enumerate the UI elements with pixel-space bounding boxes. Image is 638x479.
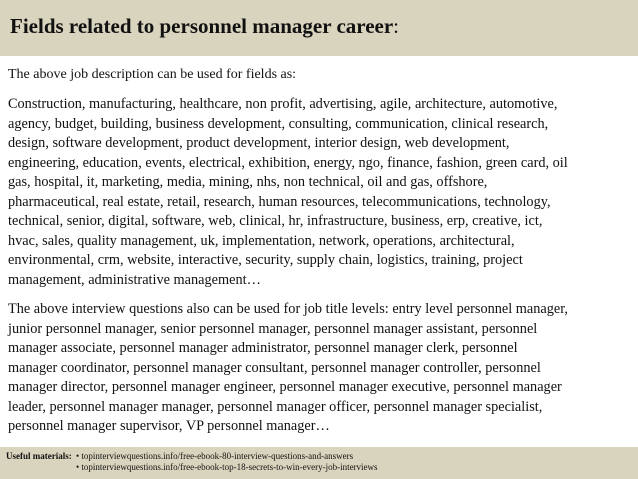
fields-line: gas, hospital, it, marketing, media, mining, nhs, non technical, oil and gas, offshore, xyxy=(8,174,488,190)
slide-title xyxy=(10,14,399,39)
titles-line: manager director, personnel manager engineer, personnel manager executive, personnel manager xyxy=(8,379,562,395)
fields-line: management, administrative management… xyxy=(8,271,261,288)
useful-materials-label: Useful materials: xyxy=(6,451,72,461)
titles-line: leader, personnel manager manager, personnel manager officer, personnel manager specialist, xyxy=(8,398,543,415)
fields-line: hvac, sales, quality management, uk, implementation, network, operations, architectural, xyxy=(8,232,515,249)
fields-paragraph xyxy=(8,95,638,290)
titles-line: manager coordinator, personnel manager consultant, personnel manager controller, personnel xyxy=(8,359,541,376)
fields-line: engineering, education, events, electrical, exhibition, energy, ngo, finance, fashion, green card, oil xyxy=(8,154,568,171)
titles-line: manager associate, personnel manager administrator, personnel manager clerk, personnel xyxy=(8,340,518,356)
fields-line: environmental, crm, website, interactive, security, supply chain, logistics, training, project xyxy=(8,252,523,268)
footer-link[interactable]: • topinterviewquestions.info/free-ebook-80-interview-questions-and-answers xyxy=(76,451,354,461)
fields-line: design, software development, product development, interior design, web development, xyxy=(8,135,510,151)
footer-link[interactable]: • topinterviewquestions.info/free-ebook-top-18-secrets-to-win-every-job-interviews xyxy=(76,462,378,472)
useful-materials xyxy=(6,451,378,473)
slide-title-colon: : xyxy=(393,14,400,38)
titles-line: The above interview questions also can be used for job title levels: entry level personnel manager, xyxy=(8,301,569,317)
footer-row xyxy=(6,462,378,473)
fields-line: agency, budget, building, business development, consulting, communication, clinical research, xyxy=(8,115,549,132)
titles-line: junior personnel manager, senior personnel manager, personnel manager assistant, personnel xyxy=(8,320,538,337)
titles-line: personnel manager supervisor, VP personnel manager… xyxy=(8,418,330,434)
footer-row xyxy=(6,451,378,462)
job-titles-paragraph xyxy=(8,300,638,437)
slide-title-text: Fields related to personnel manager career xyxy=(10,14,394,38)
fields-line: Construction, manufacturing, healthcare, non profit, advertising, agile, architecture, automotive, xyxy=(8,96,558,112)
intro-text: The above job description can be used for fields as: xyxy=(8,67,297,82)
fields-line: pharmaceutical, real estate, retail, research, human resources, telecommunications, technology, xyxy=(8,193,551,210)
fields-line: technical, senior, digital, software, web, clinical, hr, infrastructure, business, erp, creative, ict, xyxy=(8,213,543,229)
